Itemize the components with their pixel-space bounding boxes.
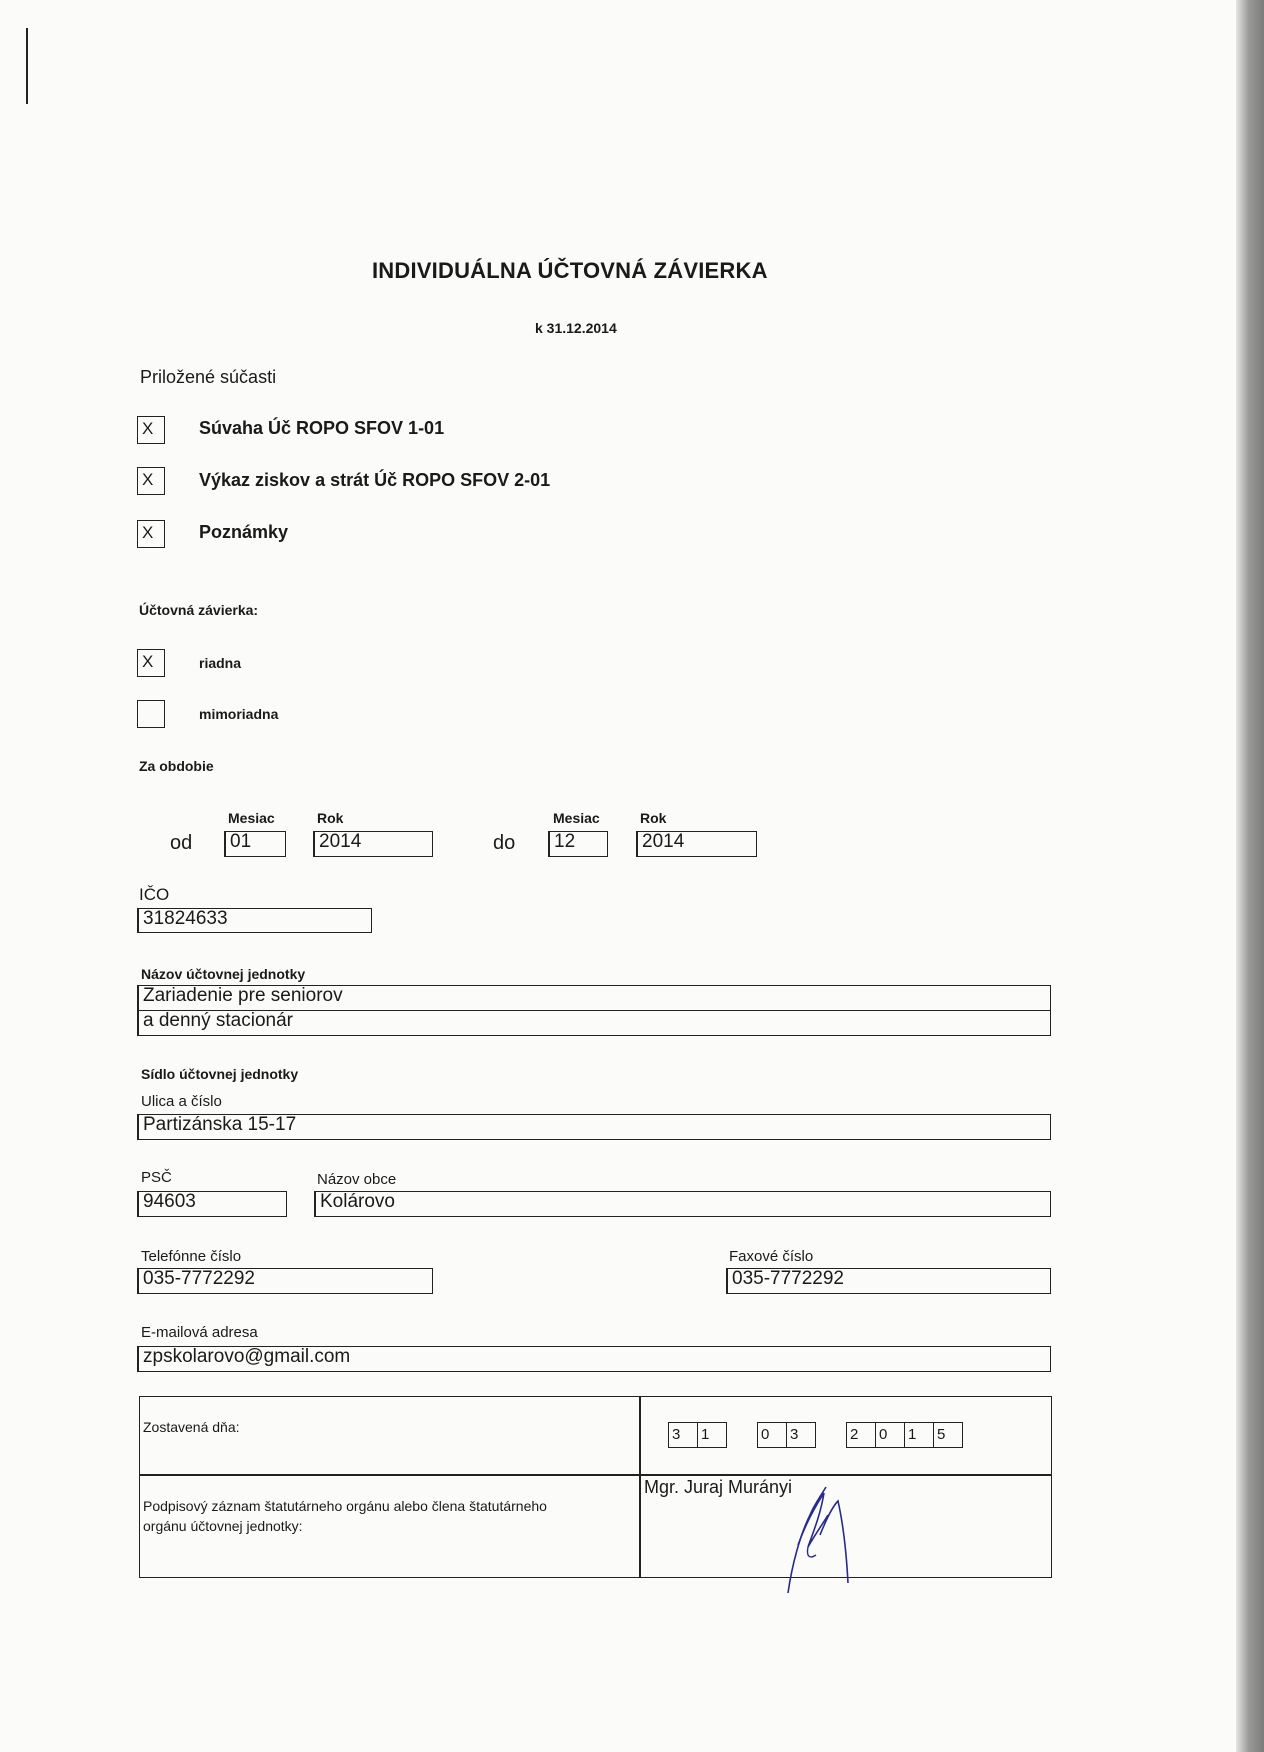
compiled-year-digit-2[interactable]: 0 xyxy=(875,1422,904,1448)
closing-type-heading: Účtovná závierka: xyxy=(139,602,259,618)
from-label: od xyxy=(170,832,193,854)
signature-label-line2: orgánu účtovnej jednotky: xyxy=(143,1518,303,1534)
to-month-label: Mesiac xyxy=(553,810,600,826)
from-year-field[interactable]: 2014 xyxy=(313,831,433,857)
attachment-label-balance: Súvaha Úč ROPO SFOV 1-01 xyxy=(199,418,445,438)
attachments-heading: Priložené súčasti xyxy=(140,367,277,387)
attachment-checkbox-notes[interactable]: X xyxy=(137,520,165,548)
city-field[interactable]: Kolárovo xyxy=(314,1191,1051,1217)
binder-mark xyxy=(26,28,28,104)
document-title: INDIVIDUÁLNA ÚČTOVNÁ ZÁVIERKA xyxy=(372,258,768,283)
handwritten-signature xyxy=(750,1475,860,1593)
street-field[interactable]: Partizánska 15-17 xyxy=(137,1114,1051,1140)
signature-table xyxy=(139,1396,1052,1578)
compiled-year-digit-4[interactable]: 5 xyxy=(933,1422,963,1448)
closing-checkbox-regular[interactable]: X xyxy=(137,649,165,677)
compiled-date-label: Zostavená dňa: xyxy=(143,1419,240,1435)
from-month-label: Mesiac xyxy=(228,810,275,826)
attachment-checkbox-income[interactable]: X xyxy=(137,467,165,495)
fax-field[interactable]: 035-7772292 xyxy=(726,1268,1051,1294)
to-label: do xyxy=(493,832,516,854)
attachment-label-notes: Poznámky xyxy=(199,522,289,542)
attachment-label-income: Výkaz ziskov a strát Úč ROPO SFOV 2-01 xyxy=(199,470,551,490)
email-label: E-mailová adresa xyxy=(141,1324,258,1341)
email-field[interactable]: zpskolarovo@gmail.com xyxy=(137,1346,1051,1372)
compiled-day-digit-2[interactable]: 1 xyxy=(697,1422,727,1448)
zip-field[interactable]: 94603 xyxy=(137,1191,287,1217)
period-heading: Za obdobie xyxy=(139,758,214,774)
attachment-checkbox-balance[interactable]: X xyxy=(137,416,165,444)
closing-label-regular: riadna xyxy=(199,655,242,671)
compiled-year-digit-1[interactable]: 2 xyxy=(846,1422,875,1448)
city-label: Názov obce xyxy=(317,1171,397,1188)
scan-edge-shadow xyxy=(1236,0,1264,1752)
table-divider-vertical xyxy=(639,1397,641,1577)
entity-name-line1[interactable]: Zariadenie pre seniorov xyxy=(137,985,1051,1011)
entity-name-line2[interactable]: a denný stacionár xyxy=(137,1010,1051,1036)
compiled-month-digit-1[interactable]: 0 xyxy=(757,1422,786,1448)
signatory-name: Mgr. Juraj Murányi xyxy=(644,1477,793,1497)
phone-field[interactable]: 035-7772292 xyxy=(137,1268,433,1294)
ico-label: IČO xyxy=(139,885,170,904)
entity-name-label: Názov účtovnej jednotky xyxy=(141,966,306,982)
from-month-field[interactable]: 01 xyxy=(224,831,286,857)
closing-label-extraordinary: mimoriadna xyxy=(199,706,279,722)
street-label: Ulica a číslo xyxy=(141,1093,222,1110)
document-date: k 31.12.2014 xyxy=(535,320,617,336)
table-divider-horizontal xyxy=(140,1474,1051,1476)
zip-label: PSČ xyxy=(141,1169,172,1186)
to-year-field[interactable]: 2014 xyxy=(636,831,757,857)
phone-label: Telefónne číslo xyxy=(141,1248,242,1265)
from-year-label: Rok xyxy=(317,810,344,826)
compiled-year-digit-3[interactable]: 1 xyxy=(904,1422,933,1448)
compiled-month-digit-2[interactable]: 3 xyxy=(786,1422,816,1448)
ico-field[interactable]: 31824633 xyxy=(137,908,372,933)
fax-label: Faxové číslo xyxy=(729,1248,814,1265)
to-month-field[interactable]: 12 xyxy=(548,831,608,857)
address-heading: Sídlo účtovnej jednotky xyxy=(141,1066,299,1082)
compiled-day-digit-1[interactable]: 3 xyxy=(668,1422,697,1448)
to-year-label: Rok xyxy=(640,810,667,826)
signature-label-line1: Podpisový záznam štatutárneho orgánu alebo člena štatutárneho xyxy=(143,1498,547,1514)
closing-checkbox-extraordinary[interactable] xyxy=(137,700,165,728)
